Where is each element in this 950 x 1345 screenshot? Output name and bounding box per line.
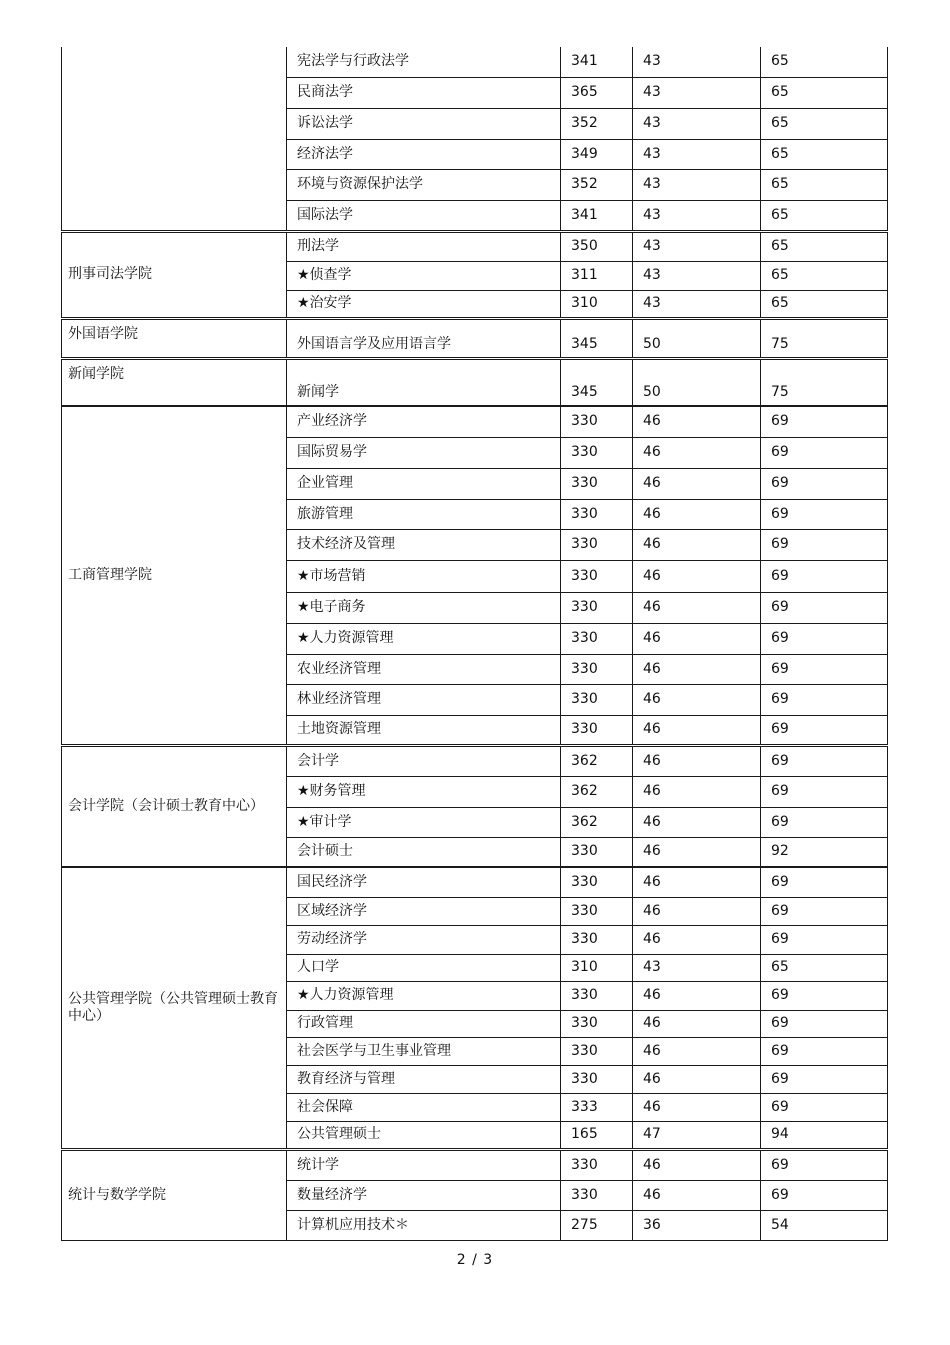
single-score-cell: 46 bbox=[633, 867, 761, 897]
major-cell: 农业经济管理 bbox=[287, 654, 561, 684]
total-score-cell: 330 bbox=[561, 592, 633, 623]
single-score-cell: 50 bbox=[633, 318, 761, 358]
total-score-cell: 165 bbox=[561, 1121, 633, 1149]
total-score-cell: 330 bbox=[561, 499, 633, 529]
single-score-cell: 50 bbox=[633, 358, 761, 406]
college-cell: 刑事司法学院 bbox=[62, 231, 287, 318]
single-score-cell: 46 bbox=[633, 499, 761, 529]
single-score-cell: 46 bbox=[633, 684, 761, 715]
total-score-cell: 352 bbox=[561, 169, 633, 200]
single-score-cell: 43 bbox=[633, 290, 761, 318]
other-score-cell: 69 bbox=[761, 867, 888, 897]
total-score-cell: 330 bbox=[561, 437, 633, 468]
major-cell: ★审计学 bbox=[287, 807, 561, 837]
other-score-cell: 69 bbox=[761, 745, 888, 776]
score-table bbox=[61, 47, 888, 1241]
major-cell: 行政管理 bbox=[287, 1010, 561, 1037]
total-score-cell: 330 bbox=[561, 529, 633, 560]
major-cell: ★财务管理 bbox=[287, 776, 561, 807]
major-cell: 技术经济及管理 bbox=[287, 529, 561, 560]
major-cell: 民商法学 bbox=[287, 77, 561, 108]
other-score-cell: 92 bbox=[761, 837, 888, 867]
major-cell: 社会医学与卫生事业管理 bbox=[287, 1037, 561, 1065]
total-score-cell: 330 bbox=[561, 1065, 633, 1093]
major-cell: 诉讼法学 bbox=[287, 108, 561, 139]
single-score-cell: 46 bbox=[633, 715, 761, 745]
major-cell: 刑法学 bbox=[287, 231, 561, 261]
table-row bbox=[62, 358, 888, 406]
other-score-cell: 69 bbox=[761, 1010, 888, 1037]
other-score-cell: 69 bbox=[761, 1065, 888, 1093]
table-row bbox=[62, 47, 888, 77]
total-score-cell: 330 bbox=[561, 623, 633, 654]
college-cell: 工商管理学院 bbox=[62, 406, 287, 745]
college-cell bbox=[62, 47, 287, 231]
other-score-cell: 69 bbox=[761, 1093, 888, 1121]
major-cell: 教育经济与管理 bbox=[287, 1065, 561, 1093]
other-score-cell: 65 bbox=[761, 47, 888, 77]
other-score-cell: 65 bbox=[761, 108, 888, 139]
other-score-cell: 69 bbox=[761, 499, 888, 529]
other-score-cell: 54 bbox=[761, 1210, 888, 1240]
single-score-cell: 46 bbox=[633, 1037, 761, 1065]
major-cell: 经济法学 bbox=[287, 139, 561, 169]
single-score-cell: 43 bbox=[633, 169, 761, 200]
major-cell: 公共管理硕士 bbox=[287, 1121, 561, 1149]
total-score-cell: 341 bbox=[561, 200, 633, 231]
single-score-cell: 36 bbox=[633, 1210, 761, 1240]
total-score-cell: 310 bbox=[561, 954, 633, 981]
major-cell: 国际法学 bbox=[287, 200, 561, 231]
other-score-cell: 75 bbox=[761, 318, 888, 358]
major-cell: 人口学 bbox=[287, 954, 561, 981]
major-cell: 新闻学 bbox=[287, 358, 561, 406]
total-score-cell: 275 bbox=[561, 1210, 633, 1240]
single-score-cell: 46 bbox=[633, 1093, 761, 1121]
major-cell: 环境与资源保护法学 bbox=[287, 169, 561, 200]
single-score-cell: 46 bbox=[633, 468, 761, 499]
other-score-cell: 65 bbox=[761, 290, 888, 318]
other-score-cell: 69 bbox=[761, 623, 888, 654]
total-score-cell: 362 bbox=[561, 807, 633, 837]
single-score-cell: 46 bbox=[633, 1010, 761, 1037]
single-score-cell: 46 bbox=[633, 837, 761, 867]
major-cell: 统计学 bbox=[287, 1149, 561, 1180]
table-row bbox=[62, 867, 888, 897]
single-score-cell: 47 bbox=[633, 1121, 761, 1149]
other-score-cell: 69 bbox=[761, 654, 888, 684]
college-cell: 公共管理学院（公共管理硕士教育中心） bbox=[62, 867, 287, 1149]
major-cell: 国民经济学 bbox=[287, 867, 561, 897]
total-score-cell: 362 bbox=[561, 745, 633, 776]
other-score-cell: 69 bbox=[761, 560, 888, 592]
other-score-cell: 65 bbox=[761, 200, 888, 231]
other-score-cell: 75 bbox=[761, 358, 888, 406]
other-score-cell: 65 bbox=[761, 231, 888, 261]
total-score-cell: 341 bbox=[561, 47, 633, 77]
single-score-cell: 46 bbox=[633, 1180, 761, 1210]
other-score-cell: 69 bbox=[761, 592, 888, 623]
other-score-cell: 69 bbox=[761, 776, 888, 807]
major-cell: ★人力资源管理 bbox=[287, 623, 561, 654]
major-cell: ★市场营销 bbox=[287, 560, 561, 592]
single-score-cell: 46 bbox=[633, 807, 761, 837]
major-cell: 外国语言学及应用语言学 bbox=[287, 318, 561, 358]
other-score-cell: 69 bbox=[761, 981, 888, 1010]
single-score-cell: 43 bbox=[633, 261, 761, 290]
other-score-cell: 69 bbox=[761, 807, 888, 837]
other-score-cell: 69 bbox=[761, 406, 888, 437]
single-score-cell: 46 bbox=[633, 592, 761, 623]
table-row bbox=[62, 406, 888, 437]
major-cell: 区域经济学 bbox=[287, 897, 561, 925]
single-score-cell: 46 bbox=[633, 1065, 761, 1093]
other-score-cell: 65 bbox=[761, 139, 888, 169]
total-score-cell: 330 bbox=[561, 867, 633, 897]
single-score-cell: 43 bbox=[633, 954, 761, 981]
single-score-cell: 46 bbox=[633, 560, 761, 592]
total-score-cell: 330 bbox=[561, 1180, 633, 1210]
total-score-cell: 352 bbox=[561, 108, 633, 139]
other-score-cell: 69 bbox=[761, 468, 888, 499]
total-score-cell: 333 bbox=[561, 1093, 633, 1121]
total-score-cell: 330 bbox=[561, 715, 633, 745]
total-score-cell: 345 bbox=[561, 318, 633, 358]
major-cell: 旅游管理 bbox=[287, 499, 561, 529]
total-score-cell: 330 bbox=[561, 925, 633, 954]
total-score-cell: 330 bbox=[561, 1149, 633, 1180]
major-cell: 土地资源管理 bbox=[287, 715, 561, 745]
other-score-cell: 69 bbox=[761, 1037, 888, 1065]
major-cell: 国际贸易学 bbox=[287, 437, 561, 468]
other-score-cell: 69 bbox=[761, 1180, 888, 1210]
single-score-cell: 43 bbox=[633, 200, 761, 231]
college-cell: 会计学院（会计硕士教育中心） bbox=[62, 745, 287, 867]
other-score-cell: 94 bbox=[761, 1121, 888, 1149]
total-score-cell: 330 bbox=[561, 468, 633, 499]
total-score-cell: 330 bbox=[561, 406, 633, 437]
other-score-cell: 69 bbox=[761, 925, 888, 954]
single-score-cell: 46 bbox=[633, 654, 761, 684]
total-score-cell: 349 bbox=[561, 139, 633, 169]
other-score-cell: 69 bbox=[761, 529, 888, 560]
single-score-cell: 46 bbox=[633, 529, 761, 560]
total-score-cell: 350 bbox=[561, 231, 633, 261]
total-score-cell: 362 bbox=[561, 776, 633, 807]
total-score-cell: 330 bbox=[561, 654, 633, 684]
single-score-cell: 46 bbox=[633, 897, 761, 925]
total-score-cell: 310 bbox=[561, 290, 633, 318]
page-number: 2 / 3 bbox=[456, 1252, 494, 1268]
table-row bbox=[62, 231, 888, 261]
total-score-cell: 345 bbox=[561, 358, 633, 406]
other-score-cell: 65 bbox=[761, 169, 888, 200]
single-score-cell: 43 bbox=[633, 139, 761, 169]
single-score-cell: 46 bbox=[633, 745, 761, 776]
single-score-cell: 46 bbox=[633, 981, 761, 1010]
single-score-cell: 46 bbox=[633, 1149, 761, 1180]
other-score-cell: 69 bbox=[761, 437, 888, 468]
single-score-cell: 43 bbox=[633, 47, 761, 77]
other-score-cell: 69 bbox=[761, 897, 888, 925]
major-cell: 林业经济管理 bbox=[287, 684, 561, 715]
single-score-cell: 43 bbox=[633, 231, 761, 261]
other-score-cell: 65 bbox=[761, 261, 888, 290]
major-cell: ★侦查学 bbox=[287, 261, 561, 290]
total-score-cell: 311 bbox=[561, 261, 633, 290]
total-score-cell: 330 bbox=[561, 1010, 633, 1037]
other-score-cell: 65 bbox=[761, 77, 888, 108]
total-score-cell: 330 bbox=[561, 897, 633, 925]
major-cell: ★人力资源管理 bbox=[287, 981, 561, 1010]
single-score-cell: 46 bbox=[633, 776, 761, 807]
table-row bbox=[62, 745, 888, 776]
total-score-cell: 330 bbox=[561, 837, 633, 867]
single-score-cell: 46 bbox=[633, 437, 761, 468]
major-cell: 计算机应用技术＊ bbox=[287, 1210, 561, 1240]
single-score-cell: 43 bbox=[633, 108, 761, 139]
other-score-cell: 65 bbox=[761, 954, 888, 981]
major-cell: ★治安学 bbox=[287, 290, 561, 318]
single-score-cell: 43 bbox=[633, 77, 761, 108]
other-score-cell: 69 bbox=[761, 684, 888, 715]
total-score-cell: 365 bbox=[561, 77, 633, 108]
major-cell: 宪法学与行政法学 bbox=[287, 47, 561, 77]
single-score-cell: 46 bbox=[633, 623, 761, 654]
single-score-cell: 46 bbox=[633, 406, 761, 437]
major-cell: 会计硕士 bbox=[287, 837, 561, 867]
major-cell: 产业经济学 bbox=[287, 406, 561, 437]
table-row bbox=[62, 318, 888, 358]
college-cell: 外国语学院 bbox=[62, 318, 287, 358]
college-cell: 新闻学院 bbox=[62, 358, 287, 406]
table-row bbox=[62, 1149, 888, 1180]
major-cell: 劳动经济学 bbox=[287, 925, 561, 954]
total-score-cell: 330 bbox=[561, 981, 633, 1010]
major-cell: 社会保障 bbox=[287, 1093, 561, 1121]
major-cell: ★电子商务 bbox=[287, 592, 561, 623]
major-cell: 会计学 bbox=[287, 745, 561, 776]
major-cell: 数量经济学 bbox=[287, 1180, 561, 1210]
total-score-cell: 330 bbox=[561, 1037, 633, 1065]
single-score-cell: 46 bbox=[633, 925, 761, 954]
major-cell: 企业管理 bbox=[287, 468, 561, 499]
total-score-cell: 330 bbox=[561, 560, 633, 592]
total-score-cell: 330 bbox=[561, 684, 633, 715]
other-score-cell: 69 bbox=[761, 715, 888, 745]
other-score-cell: 69 bbox=[761, 1149, 888, 1180]
college-cell: 统计与数学学院 bbox=[62, 1149, 287, 1240]
